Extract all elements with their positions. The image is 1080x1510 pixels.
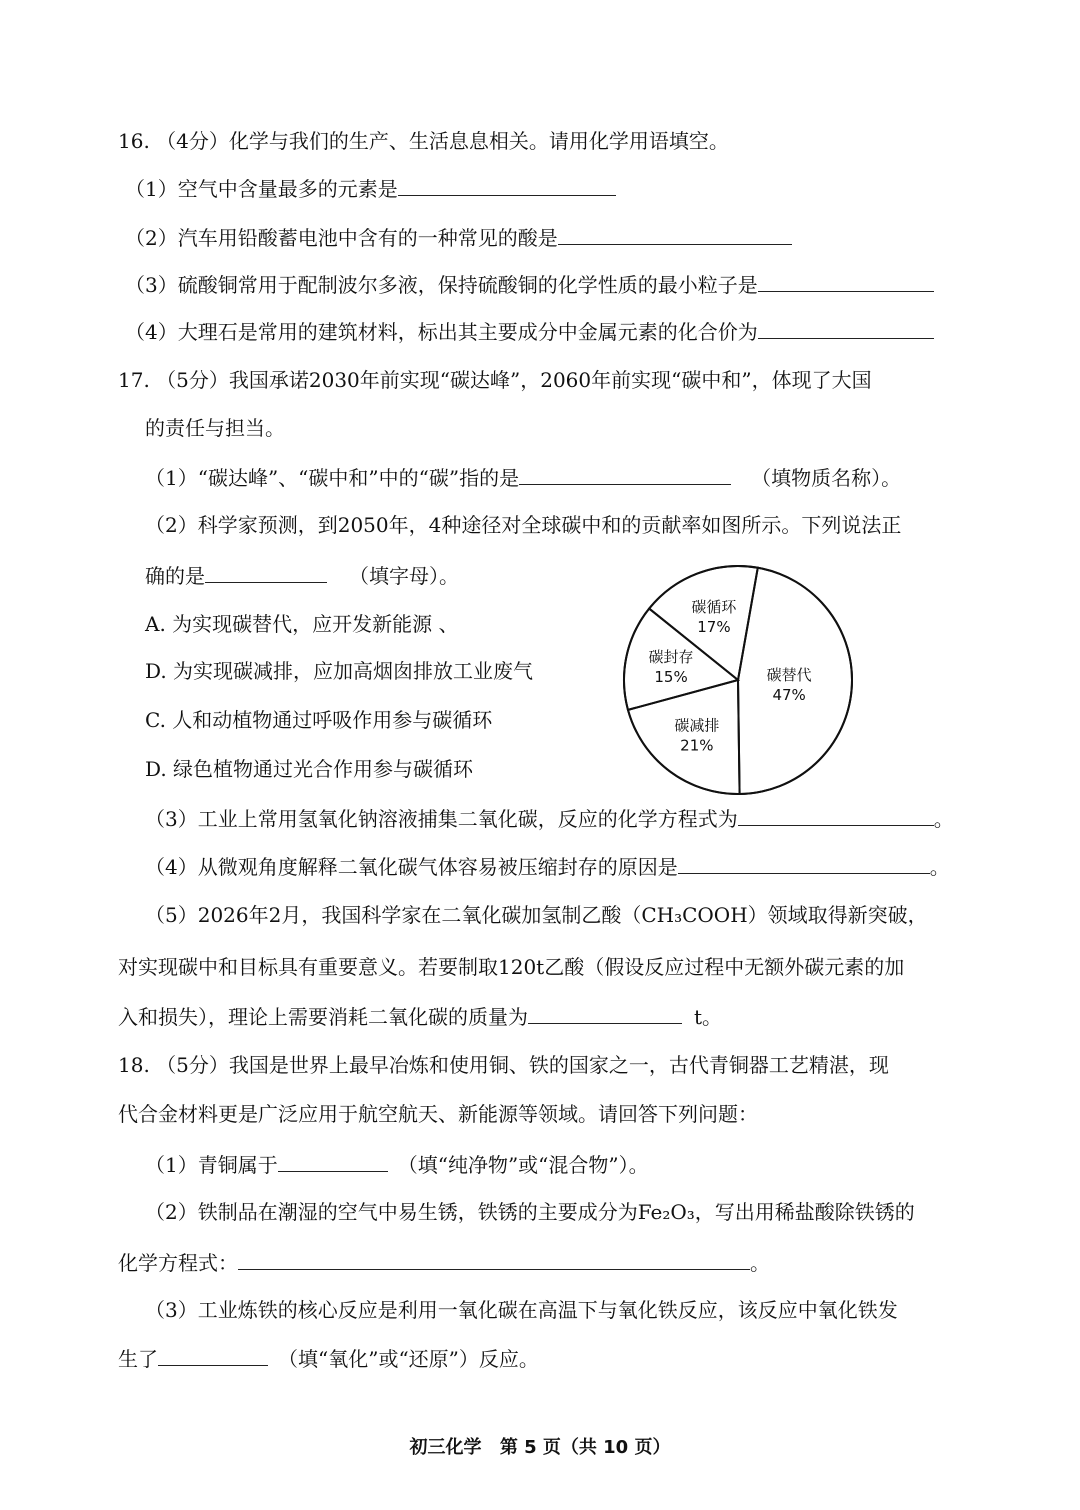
q16-title: 16. （4分）化学与我们的生产、生活息息相关。请用化学用语填空。 <box>118 129 729 153</box>
page-footer <box>0 1433 1080 1459</box>
q17-item-3-period: 。 <box>933 807 954 831</box>
pie-label-name-3: 碳循环 <box>691 597 737 616</box>
pie-label-name-0: 碳替代 <box>766 666 812 685</box>
q18-item-3-text: 生了 <box>118 1347 158 1371</box>
q17-item-5-unit: t。 <box>694 1005 723 1029</box>
pie-label-value-3: 17% <box>697 617 731 636</box>
pie-label-value-1: 21% <box>680 736 714 755</box>
q17-title-line2: 的责任与担当。 <box>145 416 285 440</box>
q17-option-d: D. 绿色植物通过光合作用参与碳循环 <box>145 757 474 781</box>
q17-answer-3[interactable] <box>738 803 934 826</box>
footer-subject: 初三化学 <box>409 1437 482 1458</box>
q17-answer-4[interactable] <box>678 851 930 874</box>
q18-answer-2[interactable] <box>238 1247 750 1270</box>
q17-item-1 <box>145 462 901 493</box>
q17-item-4-period: 。 <box>929 855 950 879</box>
pie-label-value-0: 47% <box>772 686 806 705</box>
q16-item-3-text: （3）硫酸铜常用于配制波尔多液，保持硫酸铜的化学性质的最小粒子是 <box>125 273 758 297</box>
q17-item-2-line2 <box>145 560 459 591</box>
q18-title-line1: 18. （5分）我国是世界上最早冶炼和使用铜、铁的国家之一，古代青铜器工艺精湛，现 <box>118 1053 889 1077</box>
q16-item-3 <box>125 269 934 300</box>
q17-item-1-text: （1）“碳达峰”、“碳中和”中的“碳”指的是 <box>145 466 520 490</box>
q18-item-1-text: （1）青铜属于 <box>145 1153 278 1177</box>
q17-item-5-line1: （5）2026年2月，我国科学家在二氧化碳加氢制乙酸（CH₃COOH）领域取得新突破， <box>145 903 928 927</box>
q17-title-line1: 17. （5分）我国承诺2030年前实现“碳达峰”，2060年前实现“碳中和”，体现了大国 <box>118 368 872 392</box>
q16-item-2-text: （2）汽车用铅酸蓄电池中含有的一种常见的酸是 <box>125 226 558 250</box>
q16-item-4-text: （4）大理石是常用的建筑材料，标出其主要成分中金属元素的化合价为 <box>125 320 758 344</box>
q17-item-2-line1: （2）科学家预测，到2050年，4种途径对全球碳中和的贡献率如图所示。下列说法正 <box>145 513 902 537</box>
pie-label-name-2: 碳封存 <box>648 648 694 667</box>
q16-answer-1[interactable] <box>398 173 616 196</box>
q18-item-1-hint: （填“纯净物”或“混合物”）。 <box>397 1153 649 1177</box>
q17-answer-2[interactable] <box>205 560 327 583</box>
footer-page-number: 第 5 页（共 10 页） <box>499 1437 671 1458</box>
q18-answer-3[interactable] <box>158 1343 268 1366</box>
q17-item-5-line3 <box>118 1001 722 1032</box>
q17-answer-5[interactable] <box>528 1001 682 1024</box>
q18-item-3-line1: （3）工业炼铁的核心反应是利用一氧化碳在高温下与氧化铁反应，该反应中氧化铁发 <box>145 1298 898 1322</box>
q16-item-1-text: （1）空气中含量最多的元素是 <box>125 177 398 201</box>
q17-item-5-line2: 对实现碳中和目标具有重要意义。若要制取120t乙酸（假设反应过程中无额外碳元素的加 <box>118 955 905 979</box>
q18-answer-1[interactable] <box>278 1149 388 1172</box>
q17-option-c: C. 人和动植物通过呼吸作用参与碳循环 <box>145 708 493 732</box>
pie-svg <box>618 560 858 800</box>
q17-item-1-hint: （填物质名称）。 <box>751 466 902 490</box>
pie-label-value-2: 15% <box>654 668 688 687</box>
pie-label-name-1: 碳减排 <box>674 716 720 735</box>
q16-answer-3[interactable] <box>758 269 934 292</box>
q16-answer-2[interactable] <box>558 222 792 245</box>
q17-option-b: D. 为实现碳减排，应加高烟囱排放工业废气 <box>145 659 534 683</box>
q17-item-3 <box>145 803 954 834</box>
carbon-neutral-pie-chart <box>618 560 858 800</box>
q18-item-2-text: 化学方程式： <box>118 1251 238 1275</box>
q18-item-3-line2 <box>118 1343 539 1374</box>
q17-item-3-text: （3）工业上常用氢氧化钠溶液捕集二氧化碳，反应的化学方程式为 <box>145 807 738 831</box>
q17-item-4-text: （4）从微观角度解释二氧化碳气体容易被压缩封存的原因是 <box>145 855 678 879</box>
q16-item-4 <box>125 316 934 347</box>
q17-item-2-hint: （填字母）。 <box>349 564 459 588</box>
q18-title-line2: 代合金材料更是广泛应用于航空航天、新能源等领域。请回答下列问题： <box>118 1102 758 1126</box>
q17-option-a: A. 为实现碳替代，应开发新能源 、 <box>145 612 459 636</box>
q16-answer-4[interactable] <box>758 316 934 339</box>
q17-answer-1[interactable] <box>519 462 731 485</box>
q18-item-2-line1: （2）铁制品在潮湿的空气中易生锈，铁锈的主要成分为Fe₂O₃，写出用稀盐酸除铁锈的 <box>145 1200 915 1224</box>
q17-item-5-text: 入和损失），理论上需要消耗二氧化碳的质量为 <box>118 1005 528 1029</box>
q16-item-1 <box>125 173 616 204</box>
q17-item-4 <box>145 851 950 882</box>
q18-item-2-line2 <box>118 1247 770 1278</box>
q18-item-3-hint: （填“氧化”或“还原”）反应。 <box>278 1347 539 1371</box>
q16-item-2 <box>125 222 792 253</box>
q18-item-2-period: 。 <box>750 1251 770 1275</box>
q18-item-1 <box>145 1149 649 1180</box>
q17-item-2-text: 确的是 <box>145 564 205 588</box>
